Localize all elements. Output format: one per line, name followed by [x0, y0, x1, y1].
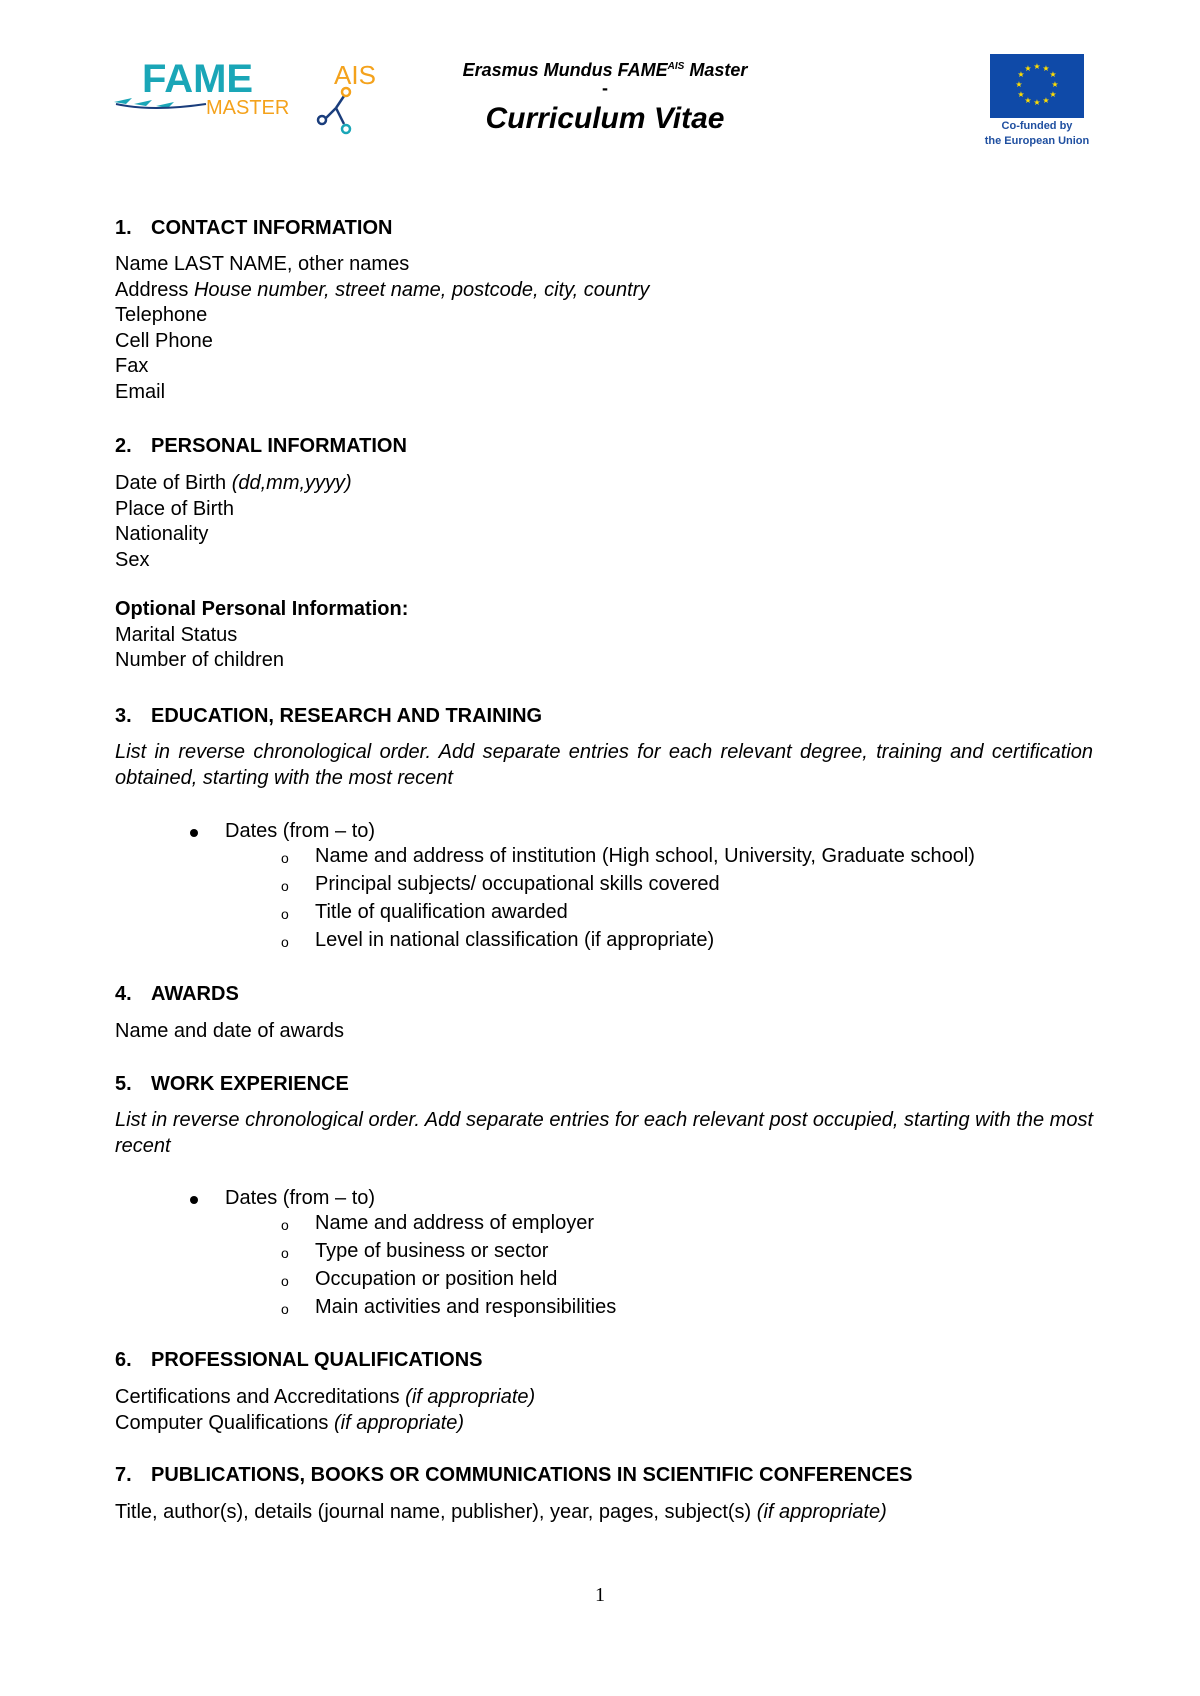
molecule-icon: [318, 88, 350, 133]
nationality-line: Nationality: [115, 523, 209, 546]
section-heading-awards: 4. AWARDS: [115, 983, 239, 1005]
page-number: 1: [595, 1584, 605, 1606]
address-line: Address House number, street name, postcode, city, country: [115, 278, 650, 301]
bullet-icon: [190, 829, 198, 837]
work-sub-item: Type of business or sector: [315, 1240, 549, 1262]
work-sub-item: Name and address of employer: [315, 1212, 595, 1234]
section-heading-professional: 6. PROFESSIONAL QUALIFICATIONS: [115, 1349, 483, 1371]
optional-heading: Optional Personal Information:: [115, 598, 409, 620]
circle-bullet-icon: o: [281, 1301, 289, 1317]
section-heading-publications: 7. PUBLICATIONS, BOOKS OR COMMUNICATIONS IN SCIENTIFIC CONFERENCES: [115, 1464, 913, 1486]
circle-bullet-icon: o: [281, 1245, 289, 1261]
svg-text:★: ★: [1017, 90, 1025, 99]
education-sub-item: Level in national classification (if appropriate): [315, 929, 715, 951]
fame-ais-master-logo: [112, 54, 402, 138]
section-heading-contact: 1. CONTACT INFORMATION: [115, 217, 393, 239]
svg-text:★: ★: [1042, 64, 1050, 73]
work-sub-item: Main activities and responsibilities: [315, 1296, 617, 1318]
place-of-birth-line: Place of Birth: [115, 497, 234, 520]
fax-line: Fax: [115, 355, 149, 378]
computer-qualifications-line: Computer Qualifications (if appropriate): [115, 1411, 465, 1434]
contact-block: [115, 252, 1093, 406]
svg-text:★: ★: [1049, 90, 1057, 99]
logo-fame-text: FAME: [142, 57, 254, 101]
eu-caption-line2: the European Union: [984, 135, 1090, 147]
svg-text:★: ★: [1015, 80, 1023, 89]
children-line: Number of children: [115, 649, 284, 672]
education-sub-item: Title of qualification awarded: [315, 901, 568, 923]
section-heading-education: 3. EDUCATION, RESEARCH AND TRAINING: [115, 705, 543, 727]
education-instructions: List in reverse chronological order. Add separate entries for each relevant degree, training and certification obtained, starting with the most recent: [115, 741, 1093, 789]
svg-text:★: ★: [1017, 70, 1025, 79]
email-line: Email: [115, 380, 166, 403]
section-heading-work: 5. WORK EXPERIENCE: [115, 1073, 349, 1095]
section-heading-personal: 2. PERSONAL INFORMATION: [115, 435, 407, 457]
circle-bullet-icon: o: [281, 1273, 289, 1289]
svg-text:★: ★: [1024, 64, 1032, 73]
work-dates-bullet: Dates (from – to): [225, 1187, 376, 1209]
document-header: [400, 56, 810, 139]
professional-block: [115, 1385, 1093, 1436]
logo-ais-text: AIS: [334, 60, 376, 90]
personal-block: [115, 471, 1093, 573]
svg-text:★: ★: [1051, 80, 1059, 89]
document-title: Curriculum Vitae: [485, 102, 725, 135]
eu-cofunded-logo: [980, 54, 1094, 148]
work-sub-item: Occupation or position held: [315, 1268, 558, 1290]
cell-phone-line: Cell Phone: [115, 329, 213, 352]
circle-bullet-icon: o: [281, 1217, 289, 1233]
education-dates-bullet: Dates (from – to): [225, 820, 376, 842]
header-dash: -: [602, 78, 608, 98]
name-line: Name LAST NAME, other names: [115, 253, 410, 275]
optional-personal-block: [115, 597, 1093, 674]
eu-caption-line1: Co-funded by: [1001, 120, 1073, 132]
marital-status-line: Marital Status: [115, 623, 238, 646]
logo-master-text: MASTER: [206, 97, 290, 119]
bullet-icon: [190, 1196, 198, 1204]
svg-text:★: ★: [1033, 62, 1041, 71]
education-sub-item: Principal subjects/ occupational skills covered: [315, 873, 720, 895]
education-sub-item: Name and address of institution (High school, University, Graduate school): [315, 845, 975, 867]
svg-text:★: ★: [1033, 98, 1041, 107]
dob-line: Date of Birth (dd,mm,yyyy): [115, 472, 352, 494]
circle-bullet-icon: o: [281, 934, 289, 950]
svg-text:★: ★: [1049, 70, 1057, 79]
svg-text:★: ★: [1024, 96, 1032, 105]
circle-bullet-icon: o: [281, 906, 289, 922]
circle-bullet-icon: o: [281, 850, 289, 866]
eu-flag-icon: [990, 54, 1084, 118]
awards-block: [115, 1019, 1093, 1045]
work-instructions: List in reverse chronological order. Add separate entries for each relevant post occupied, starting with the most recent: [115, 1109, 1093, 1157]
telephone-line: Telephone: [115, 304, 208, 327]
publications-block: [115, 1500, 1093, 1526]
certifications-line: Certifications and Accreditations (if appropriate): [115, 1386, 536, 1408]
svg-text:★: ★: [1042, 96, 1050, 105]
circle-bullet-icon: o: [281, 878, 289, 894]
publications-line: Title, author(s), details (journal name, publisher), year, pages, subject(s) (if appropriate): [115, 1501, 887, 1523]
sex-line: Sex: [115, 548, 150, 571]
program-name: Erasmus Mundus $FAME^{AIS}$ Master: [462, 60, 748, 80]
awards-line: Name and date of awards: [115, 1020, 345, 1042]
